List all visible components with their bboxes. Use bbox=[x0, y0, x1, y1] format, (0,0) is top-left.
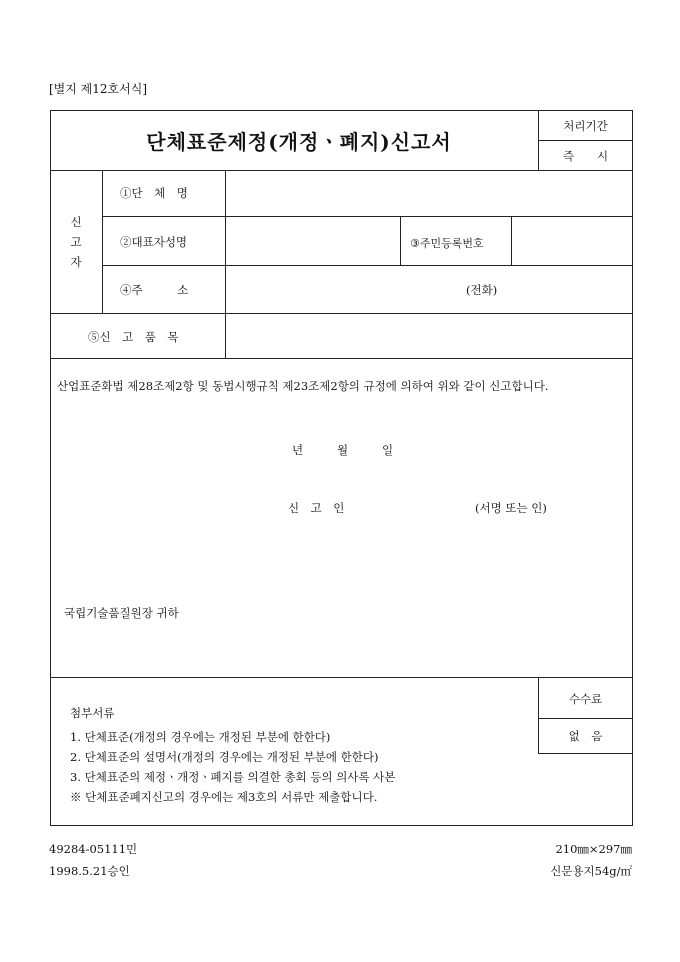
resident-number-label: ③주민등록번호 bbox=[410, 237, 484, 250]
address-label: ④주 소 bbox=[120, 283, 189, 297]
applicant-char-2: 고 bbox=[70, 235, 82, 249]
recipient: 국립기술품질원장 귀하 bbox=[64, 606, 179, 620]
address-field[interactable] bbox=[226, 266, 633, 313]
date-day: 일 bbox=[382, 443, 394, 457]
hline-fee-bottom bbox=[538, 753, 633, 754]
hline-row4 bbox=[50, 358, 633, 359]
fee-value: 없 음 bbox=[568, 729, 603, 743]
form-number-label: [별지 제12호서식] bbox=[49, 82, 147, 96]
items-field[interactable] bbox=[226, 314, 633, 358]
applicant-char-1: 신 bbox=[70, 215, 82, 229]
attachment-item-1: 1. 단체표준(개정의 경우에는 개정된 부분에 한한다) bbox=[70, 730, 331, 744]
applicant-char-3: 자 bbox=[70, 255, 82, 269]
footer-approval-date: 1998.5.21승인 bbox=[49, 864, 130, 878]
reporter-label: 신 고 인 bbox=[288, 501, 345, 515]
hline-processing-mid bbox=[538, 140, 633, 141]
org-name-field[interactable] bbox=[226, 171, 633, 216]
hline-fee-mid bbox=[538, 718, 633, 719]
vline-applicant-group bbox=[102, 170, 103, 313]
footer-paper-type: 신문용지54g/㎡ bbox=[550, 864, 632, 878]
fee-label: 수수료 bbox=[568, 692, 603, 706]
org-name-label: ①단 체 명 bbox=[120, 186, 188, 200]
hline-attach-top bbox=[50, 677, 633, 678]
statement-text: 산업표준화법 제28조제2항 및 동법시행규칙 제23조제2항의 규정에 의하여 위와 같이 신고합니다. bbox=[57, 379, 549, 393]
processing-period-label: 처리기간 bbox=[563, 119, 608, 133]
form-title: 단체표준제정(개정ㆍ폐지)신고서 bbox=[146, 130, 452, 154]
footer-form-code: 49284-05111민 bbox=[49, 842, 138, 856]
date-year: 년 bbox=[292, 443, 304, 457]
address-phone-label: (전화) bbox=[466, 283, 498, 297]
attachment-item-3: 3. 단체표준의 제정ㆍ개정ㆍ폐지를 의결한 총회 등의 의사록 사본 bbox=[70, 770, 396, 784]
signature-label: (서명 또는 인) bbox=[475, 501, 547, 515]
attachment-note: ※ 단체표준폐지신고의 경우에는 제3호의 서류만 제출합니다. bbox=[70, 790, 378, 804]
vline-resident-left bbox=[400, 216, 401, 265]
resident-number-field[interactable] bbox=[512, 217, 633, 265]
rep-name-field[interactable] bbox=[226, 217, 400, 265]
rep-name-label: ②대표자성명 bbox=[120, 235, 188, 249]
attachments-heading: 첨부서류 bbox=[70, 706, 115, 720]
processing-period-value: 즉 시 bbox=[562, 149, 609, 163]
items-label: ⑤신 고 품 목 bbox=[88, 330, 179, 344]
attachment-item-2: 2. 단체표준의 설명서(개정의 경우에는 개정된 부분에 한한다) bbox=[70, 750, 379, 764]
footer-paper-size: 210㎜×297㎜ bbox=[555, 842, 632, 856]
date-month: 월 bbox=[337, 443, 349, 457]
